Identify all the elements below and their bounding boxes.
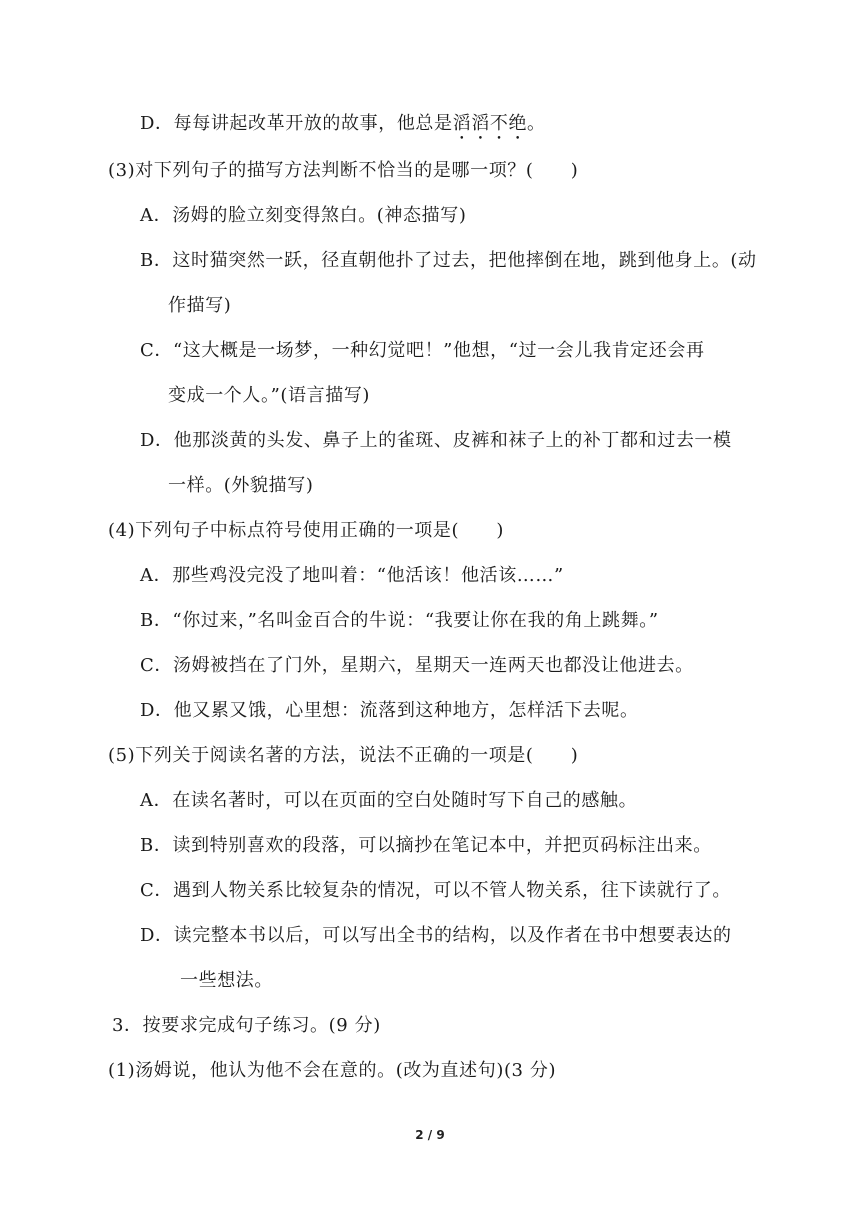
q3-option-a: A．汤姆的脸立刻变得煞白。(神态描写) [140,205,467,226]
q3-option-c-cont: 变成一个人。”(语言描写) [168,385,371,406]
q4-option-b: B．“你过来，”名叫金百合的牛说：“我要让你在我的角上跳舞。” [140,610,659,631]
q4-option-c: C．汤姆被挡在了门外，星期六，星期天一连两天也都没让他进去。 [140,655,694,676]
q2-option-d [140,112,546,144]
q5-option-d: D．读完整本书以后，可以写出全书的结构，以及作者在书中想要表达的 [140,925,732,946]
q5-option-d-cont: 一些想法。 [180,970,273,991]
q2-option-d-end: 。 [527,113,546,134]
section3-q1: (1)汤姆说，他认为他不会在意的。(改为直述句)(3 分) [108,1060,557,1081]
q3-option-b: B．这时猫突然一跃，径直朝他扑了过去，把他摔倒在地，跳到他身上。(动 [140,250,757,271]
q4-stem: (4)下列句子中标点符号使用正确的一项是( ) [108,520,504,541]
q3-option-c: C．“这大概是一场梦，一种幻觉吧！”他想，“过一会儿我肯定还会再 [140,340,705,361]
q5-stem: (5)下列关于阅读名著的方法，说法不正确的一项是( ) [108,745,579,766]
emphasis-dots-word: 滔滔不绝 [452,113,528,134]
q3-option-b-cont: 作描写) [168,295,232,316]
q4-option-a: A．那些鸡没完没了地叫着：“他活该！他活该……” [140,565,564,586]
section3-title: 3．按要求完成句子练习。(9 分) [112,1015,381,1036]
q2-option-d-text: D．每每讲起改革开放的故事，他总是 [140,113,453,134]
q4-option-d: D．他又累又饿，心里想：流落到这种地方，怎样活下去呢。 [140,700,639,721]
q5-option-a: A．在读名著时，可以在页面的空白处随时写下自己的感触。 [140,790,638,811]
q3-option-d-cont: 一样。(外貌描写) [168,475,314,496]
page-number: 2 / 9 [415,1128,445,1142]
q3-stem: (3)对下列句子的描写方法判断不恰当的是哪一项？( ) [108,160,579,181]
q3-option-d: D．他那淡黄的头发、鼻子上的雀斑、皮裤和袜子上的补丁都和过去一模 [140,430,732,451]
q5-option-c: C．遇到人物关系比较复杂的情况，可以不管人物关系，往下读就行了。 [140,880,731,901]
q5-option-b: B．读到特别喜欢的段落，可以摘抄在笔记本中，并把页码标注出来。 [140,835,712,856]
